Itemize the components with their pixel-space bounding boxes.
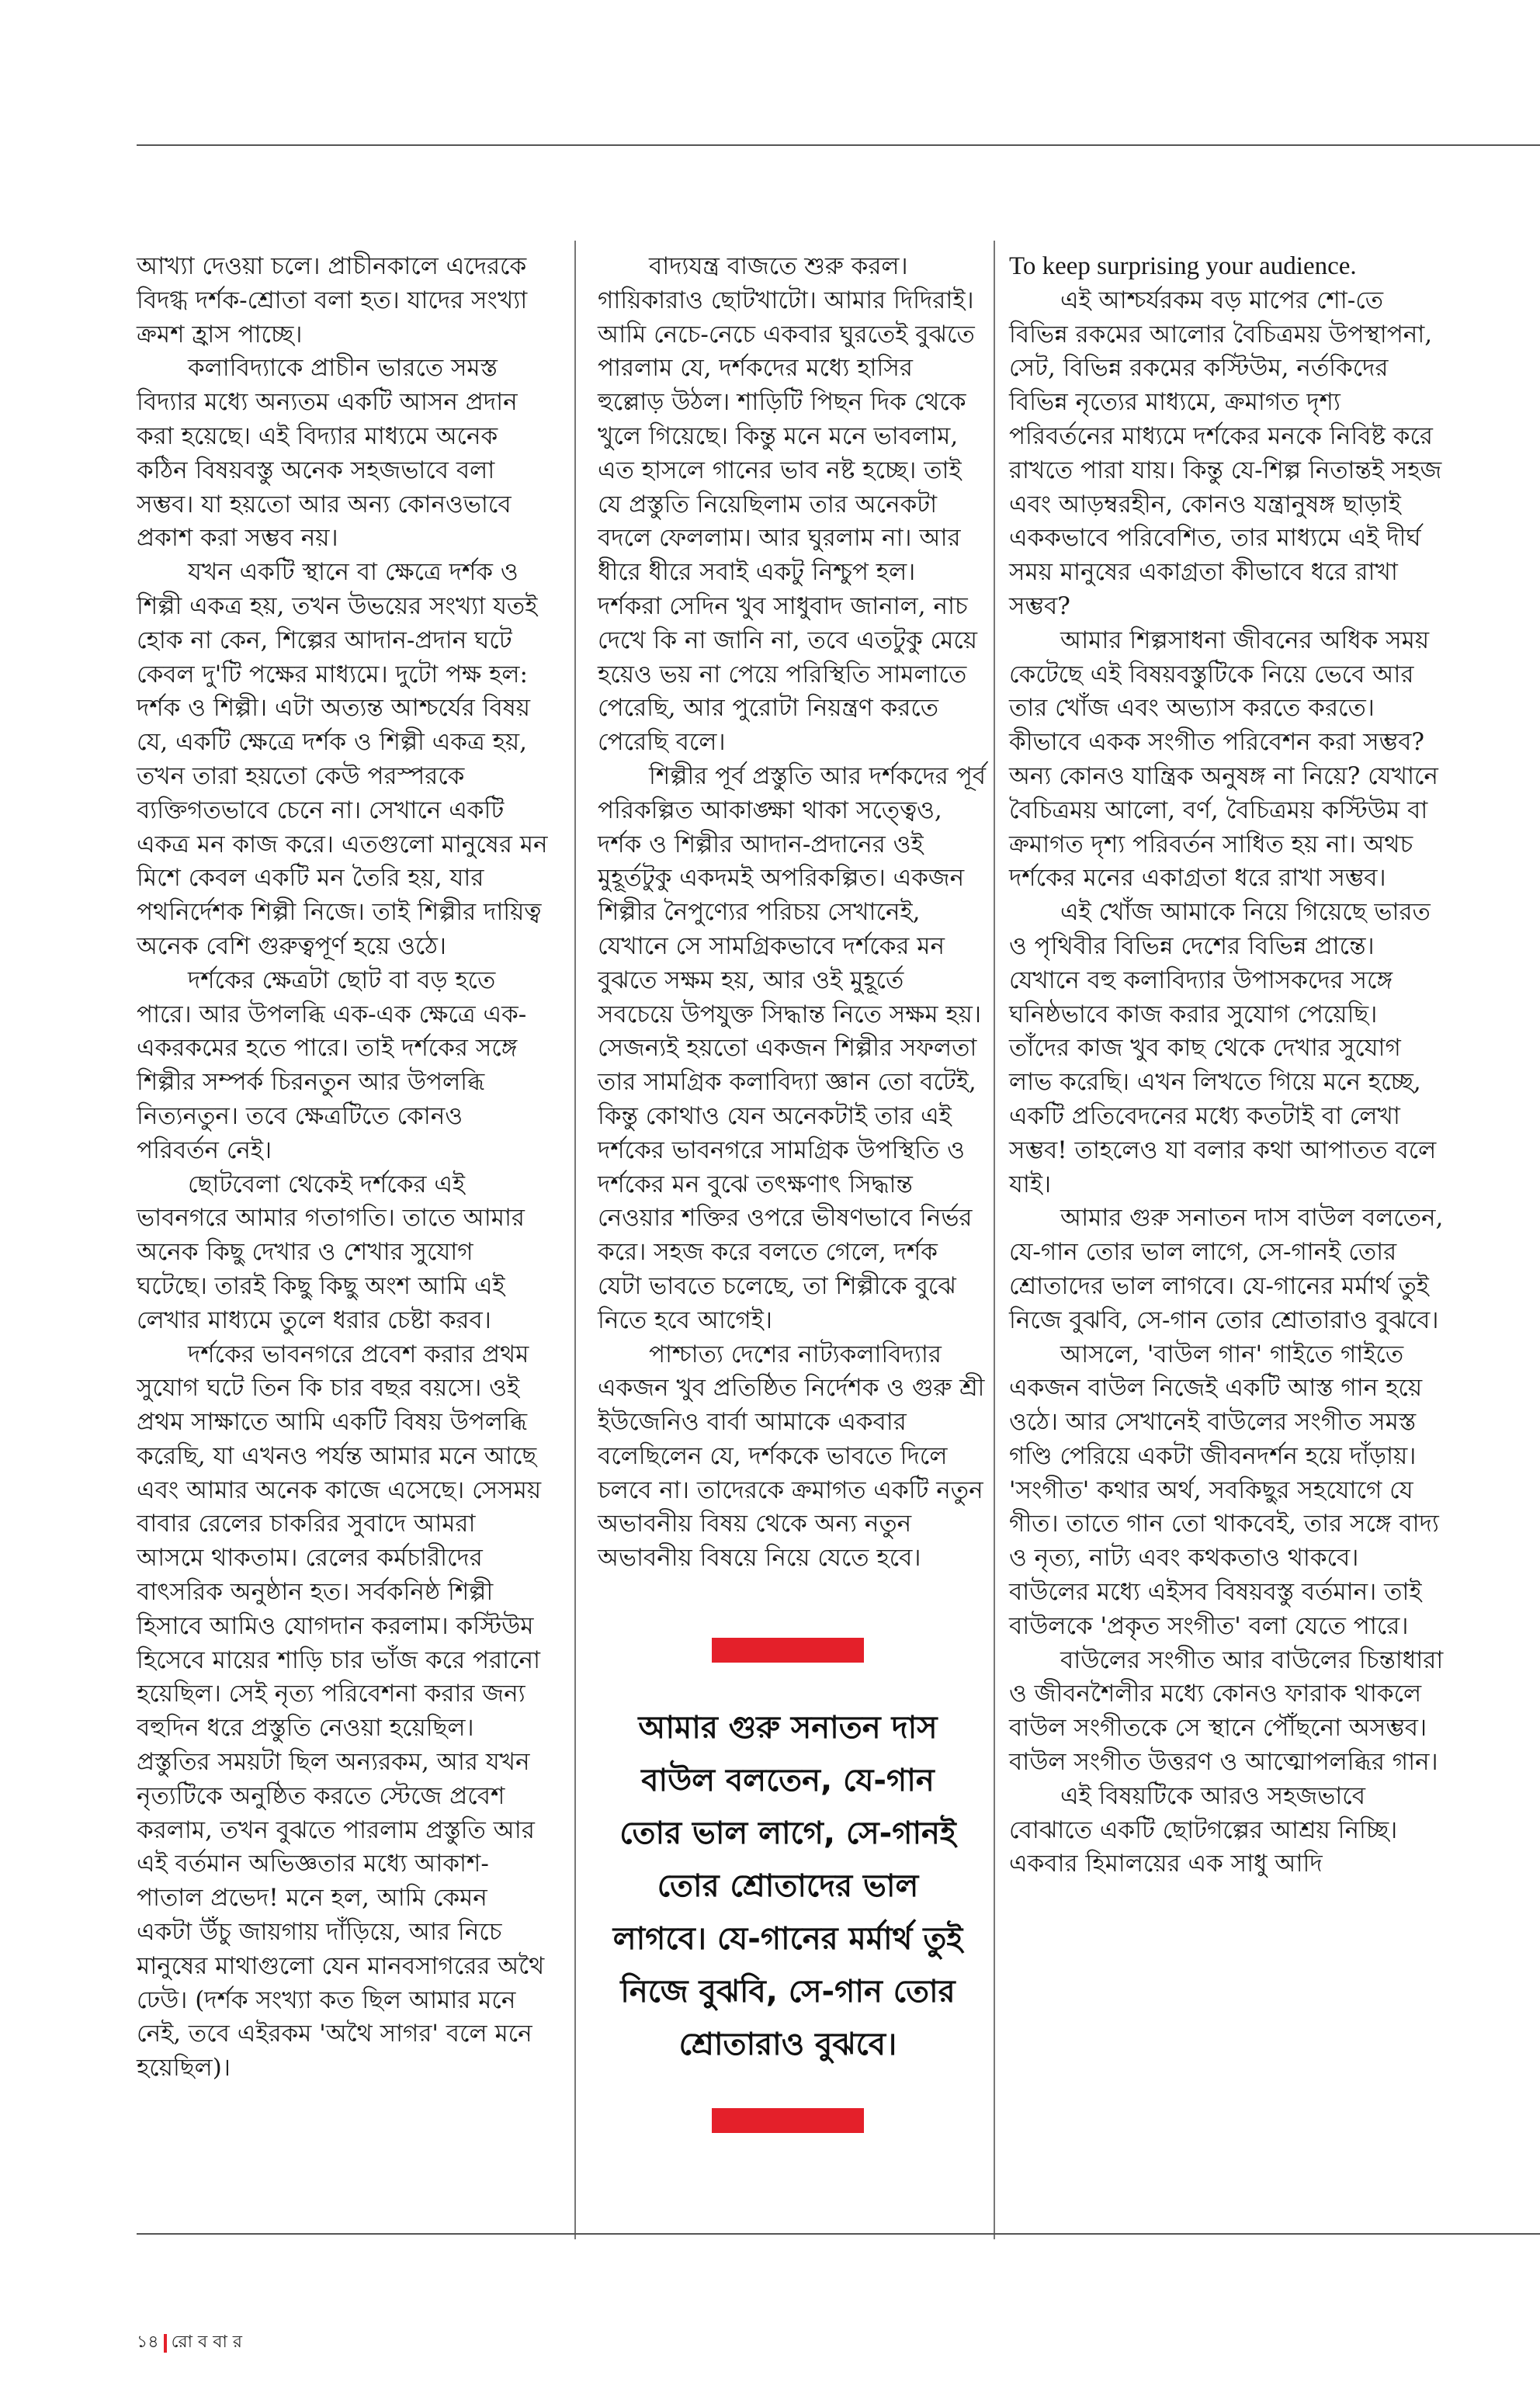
paragraph: যখন একটি স্থানে বা ক্ষেত্রে দর্শক ও শিল্পী একত্র হয়, তখন উভয়ের সংখ্যা যতই হোক না কেন, শিল্পের আদান-প্রদান ঘটে কেবল দু'টি পক্ষের মাধ্যমে। দুটো পক্ষ হল: দর্শক ও শিল্পী। এটা অত্যন্ত আশ্চর্যের বিষয় যে, একটি ক্ষেত্রে দর্শক ও শিল্পী একত্র হয়, তখন তারা হয়তো কেউ পরস্পরকে ব্যক্তিগতভাবে চেনে না। সেখানে একটি একত্র মন কাজ করে। এতগুলো মানুষের মন মিশে কেবল একটি মন তৈরি হয়, যার পথনির্দেশক শিল্পী নিজে। তাই শিল্পীর দায়িত্ব অনেক বেশি গুরুত্বপূর্ণ হয়ে ওঠে। [137, 558, 548, 960]
page-folio [137, 2329, 242, 2357]
pull-quote-text: আমার গুরু সনাতন দাস বাউল বলতেন, যে-গান তোর ভাল লাগে, সে-গানই তোর শ্রোতাদের ভাল লাগবে। যে-গানের মর্মার্থ তুই নিজে বুঝবি, সে-গান তোর শ্রোতারাও বুঝবে। [612, 1710, 963, 2062]
text-column-1 [137, 250, 548, 2086]
paragraph: দর্শকের ভাবনগরে প্রবেশ করার প্রথম সুযোগ ঘটে তিন কি চার বছর বয়সে। ওই প্রথম সাক্ষাতে আমি একটি বিষয় উপলব্ধি করেছি, যা এখনও পর্যন্ত আমার মনে আছে এবং আমার অনেক কাজে এসেছে। সেসময় বাবার রেলের চাকরির সুবাদে আমরা আসমে থাকতাম। রেলের কর্মচারীদের বাৎসরিক অনুষ্ঠান হত। সর্বকনিষ্ঠ শিল্পী হিসাবে আমিও যোগদান করলাম। কস্টিউম হিসেবে মায়ের শাড়ি চার ভাঁজ করে পরানো হয়েছিল। সেই নৃত্য পরিবেশনা করার জন্য বহুদিন ধরে প্রস্তুতি নেওয়া হয়েছিল। প্রস্তুতির সময়টা ছিল অন্যরকম, আর যখন নৃত্যটিকে অনুষ্ঠিত করতে স্টেজে প্রবেশ করলাম, তখন বুঝতে পারলাম প্রস্তুতি আর এই বর্তমান অভিজ্ঞতার মধ্যে আকাশ-পাতাল প্রভেদ! মনে হল, আমি কেমন একটা উঁচু জায়গায় দাঁড়িয়ে, আর নিচে মানুষের মাথাগুলো যেন মানবসাগরের অথৈ ঢেউ। (দর্শক সংখ্যা কত ছিল আমার মনে নেই, তবে এইরকম 'অথৈ সাগর' বলে মনে হয়েছিল)। [137, 1340, 545, 2083]
paragraph: আখ্যা দেওয়া চলে। প্রাচীনকালে এদেরকে বিদগ্ধ দর্শক-শ্রোতা বলা হত। যাদের সংখ্যা ক্রমশ হ্রাস পাচ্ছে। [137, 252, 528, 349]
folio-separator [164, 2334, 167, 2353]
paragraph: ছোটবেলা থেকেই দর্শকের এই ভাবনগরে আমার গতাগতি। তাতে আমার অনেক কিছু দেখার ও শেখার সুযোগ ঘটেছে। তারই কিছু কিছু অংশ আমি এই লেখার মাধ্যমে তুলে ধরার চেষ্টা করব। [137, 1170, 525, 1334]
paragraph: এই বিষয়টিকে আরও সহজভাবে বোঝাতে একটি ছোটগল্পের আশ্রয় নিচ্ছি। একবার হিমালয়ের এক সাধু আদি [1009, 1781, 1398, 1878]
paragraph: দর্শকের ক্ষেত্রটা ছোট বা বড় হতে পারে। আর উপলব্ধি এক-এক ক্ষেত্রে এক-একরকমের হতে পারে। তাই দর্শকের সঙ্গে শিল্পীর সম্পর্ক চিরনতুন আর উপলব্ধি নিত্যনতুন। তবে ক্ষেত্রটিতে কোনও পরিবর্তন নেই। [137, 966, 527, 1164]
paragraph: বাউলের সংগীত আর বাউলের চিন্তাধারা ও জীবনশৈলীর মধ্যে কোনও ফারাক থাকলে বাউল সংগীতকে সে স্থানে পৌঁছনো অসম্ভব। বাউল সংগীত উত্তরণ ও আত্মোপলব্ধির গান। [1009, 1646, 1444, 1777]
top-rule [137, 144, 1540, 146]
paragraph: আমার শিল্পসাধনা জীবনের অধিক সময় কেটেছে এই বিষয়বস্তুটিকে নিয়ে ভেবে আর তার খোঁজ এবং অভ্যাস করতে করতে। কীভাবে একক সংগীত পরিবেশন করা সম্ভব? অন্য কোনও যান্ত্রিক অনুষঙ্গ না নিয়ে? যেখানে বৈচিত্রময় আলো, বর্ণ, বৈচিত্রময় কস্টিউম বা ক্রমাগত দৃশ্য পরিবর্তন সাধিত হয় না। অথচ দর্শকের মনের একাগ্রতা ধরে রাখা সম্ভব। [1009, 626, 1438, 893]
bottom-rule [137, 2233, 1540, 2235]
pull-quote [605, 1638, 970, 2133]
paragraph: শিল্পীর পূর্ব প্রস্তুতি আর দর্শকদের পূর্ব পরিকল্পিত আকাঙ্ক্ষা থাকা সত্ত্বেও, দর্শক ও শিল্পীর আদান-প্রদানের ওই মুহূর্তটুকু একদমই অপরিকল্পিত। একজন শিল্পীর নৈপুণ্যের পরিচয় সেখানেই, যেখানে সে সামগ্রিকভাবে দর্শকের মন বুঝতে সক্ষম হয়, আর ওই মুহূর্তে সবচেয়ে উপযুক্ত সিদ্ধান্ত নিতে সক্ষম হয়। সেজন্যই হয়তো একজন শিল্পীর সফলতা তার সামগ্রিক কলাবিদ্যা জ্ঞান তো বটেই, কিন্তু কোথাও যেন অনেকটাই তার এই দর্শকের ভাবনগরে সামগ্রিক উপস্থিতি ও দর্শকের মন বুঝে তৎক্ষণাৎ সিদ্ধান্ত নেওয়ার শক্তির ওপরে ভীষণভাবে নির্ভর করে। সহজ করে বলতে গেলে, দর্শক যেটা ভাবতে চলেছে, তা শিল্পীকে বুঝে নিতে হবে আগেই। [598, 761, 987, 1334]
paragraph: কলাবিদ্যাকে প্রাচীন ভারতে সমস্ত বিদ্যার মধ্যে অন্যতম একটি আসন প্রদান করা হয়েছে। এই বিদ্যার মাধ্যমে অনেক কঠিন বিষয়বস্তু অনেক সহজভাবে বলা সম্ভব। যা হয়তো আর অন্য কোনওভাবে প্রকাশ করা সম্ভব নয়। [137, 354, 518, 553]
text-column-3 [1009, 250, 1444, 1881]
paragraph: আমার গুরু সনাতন দাস বাউল বলতেন, যে-গান তোর ভাল লাগে, সে-গানই তোর শ্রোতাদের ভাল লাগবে। যে-গানের মর্মার্থ তুই নিজে বুঝবি, সে-গান তোর শ্রোতারাও বুঝবে। [1009, 1204, 1444, 1334]
english-line: To keep surprising your audience. [1009, 252, 1357, 280]
paragraph: এই আশ্চর্যরকম বড় মাপের শো-তে বিভিন্ন রকমের আলোর বৈচিত্রময় উপস্থাপনা, সেট, বিভিন্ন রকমের কস্টিউম, নর্তকিদের বিভিন্ন নৃত্যের মাধ্যমে, ক্রমাগত দৃশ্য পরিবর্তনের মাধ্যমে দর্শকের মনকে নিবিষ্ট করে রাখতে পারা যায়। কিন্তু যে-শিল্প নিতান্তই সহজ এবং আড়ম্বরহীন, কোনও যন্ত্রানুষঙ্গ ছাড়াই এককভাবে পরিবেশিত, তার মাধ্যমে এই দীর্ঘ সময় মানুষের একাগ্রতা কীভাবে ধরে রাখা সম্ভব? [1009, 286, 1442, 620]
paragraph: পাশ্চাত্য দেশের নাট্যকলাবিদ্যার একজন খুব প্রতিষ্ঠিত নির্দেশক ও গুরু শ্রী ইউজেনিও বার্বা আমাকে একবার বলেছিলেন যে, দর্শককে ভাবতে দিলে চলবে না। তাদেরকে ক্রমাগত একটি নতুন অভাবনীয় বিষয় থেকে অন্য নতুন অভাবনীয় বিষয়ে নিয়ে যেতে হবে। [598, 1340, 985, 1573]
paragraph: আসলে, 'বাউল গান' গাইতে গাইতে একজন বাউল নিজেই একটি আস্ত গান হয়ে ওঠে। আর সেখানেই বাউলের সংগীত সমস্ত গণ্ডি পেরিয়ে একটা জীবনদর্শন হয়ে দাঁড়ায়। 'সংগীত' কথার অর্থ, সবকিছুর সহযোগে যে গীত। তাতে গান তো থাকবেই, তার সঙ্গে বাদ্য ও নৃত্য, নাট্য এবং কথকতাও থাকবে। বাউলের মধ্যে এইসব বিষয়বস্তু বর্তমান। তাই বাউলকে 'প্রকৃত সংগীত' বলা যেতে পারে। [1009, 1340, 1439, 1640]
pull-quote-bottom-bar [712, 2108, 864, 2133]
text-column-2 [598, 250, 986, 1576]
page-number: ১৪ [137, 2332, 159, 2352]
column-divider [574, 241, 576, 2239]
pull-quote-top-bar [712, 1638, 864, 1663]
magazine-name: রো ব বা র [171, 2332, 242, 2352]
paragraph: এই খোঁজ আমাকে নিয়ে গিয়েছে ভারত ও পৃথিবীর বিভিন্ন দেশের বিভিন্ন প্রান্তে। যেখানে বহু কলাবিদ্যার উপাসকদের সঙ্গে ঘনিষ্ঠভাবে কাজ করার সুযোগ পেয়েছি। তাঁদের কাজ খুব কাছ থেকে দেখার সুযোগ লাভ করেছি। এখন লিখতে গিয়ে মনে হচ্ছে, একটি প্রতিবেদনের মধ্যে কতটাই বা লেখা সম্ভব! তাহলেও যা বলার কথা আপাতত বলে যাই। [1009, 898, 1437, 1198]
column-divider [994, 241, 995, 2239]
paragraph: বাদ্যযন্ত্র বাজতে শুরু করল। গায়িকারাও ছোটখাটো। আমার দিদিরাই। আমি নেচে-নেচে একবার ঘুরতেই বুঝতে পারলাম যে, দর্শকদের মধ্যে হাসির হুল্লোড় উঠল। শাড়িটি পিছন দিক থেকে খুলে গিয়েছে। কিন্তু মনে মনে ভাবলাম, এত হাসলে গানের ভাব নষ্ট হচ্ছে। তাই যে প্রস্তুতি নিয়েছিলাম তার অনেকটা বদলে ফেললাম। আর ঘুরলাম না। আর ধীরে ধীরে সবাই একটু নিশ্চুপ হল। দর্শকরা সেদিন খুব সাধুবাদ জানাল, নাচ দেখে কি না জানি না, তবে এতটুকু মেয়ে হয়েও ভয় না পেয়ে পরিস্থিতি সামলাতে পেরেছি, আর পুরোটা নিয়ন্ত্রণ করতে পেরেছি বলে। [598, 252, 978, 757]
